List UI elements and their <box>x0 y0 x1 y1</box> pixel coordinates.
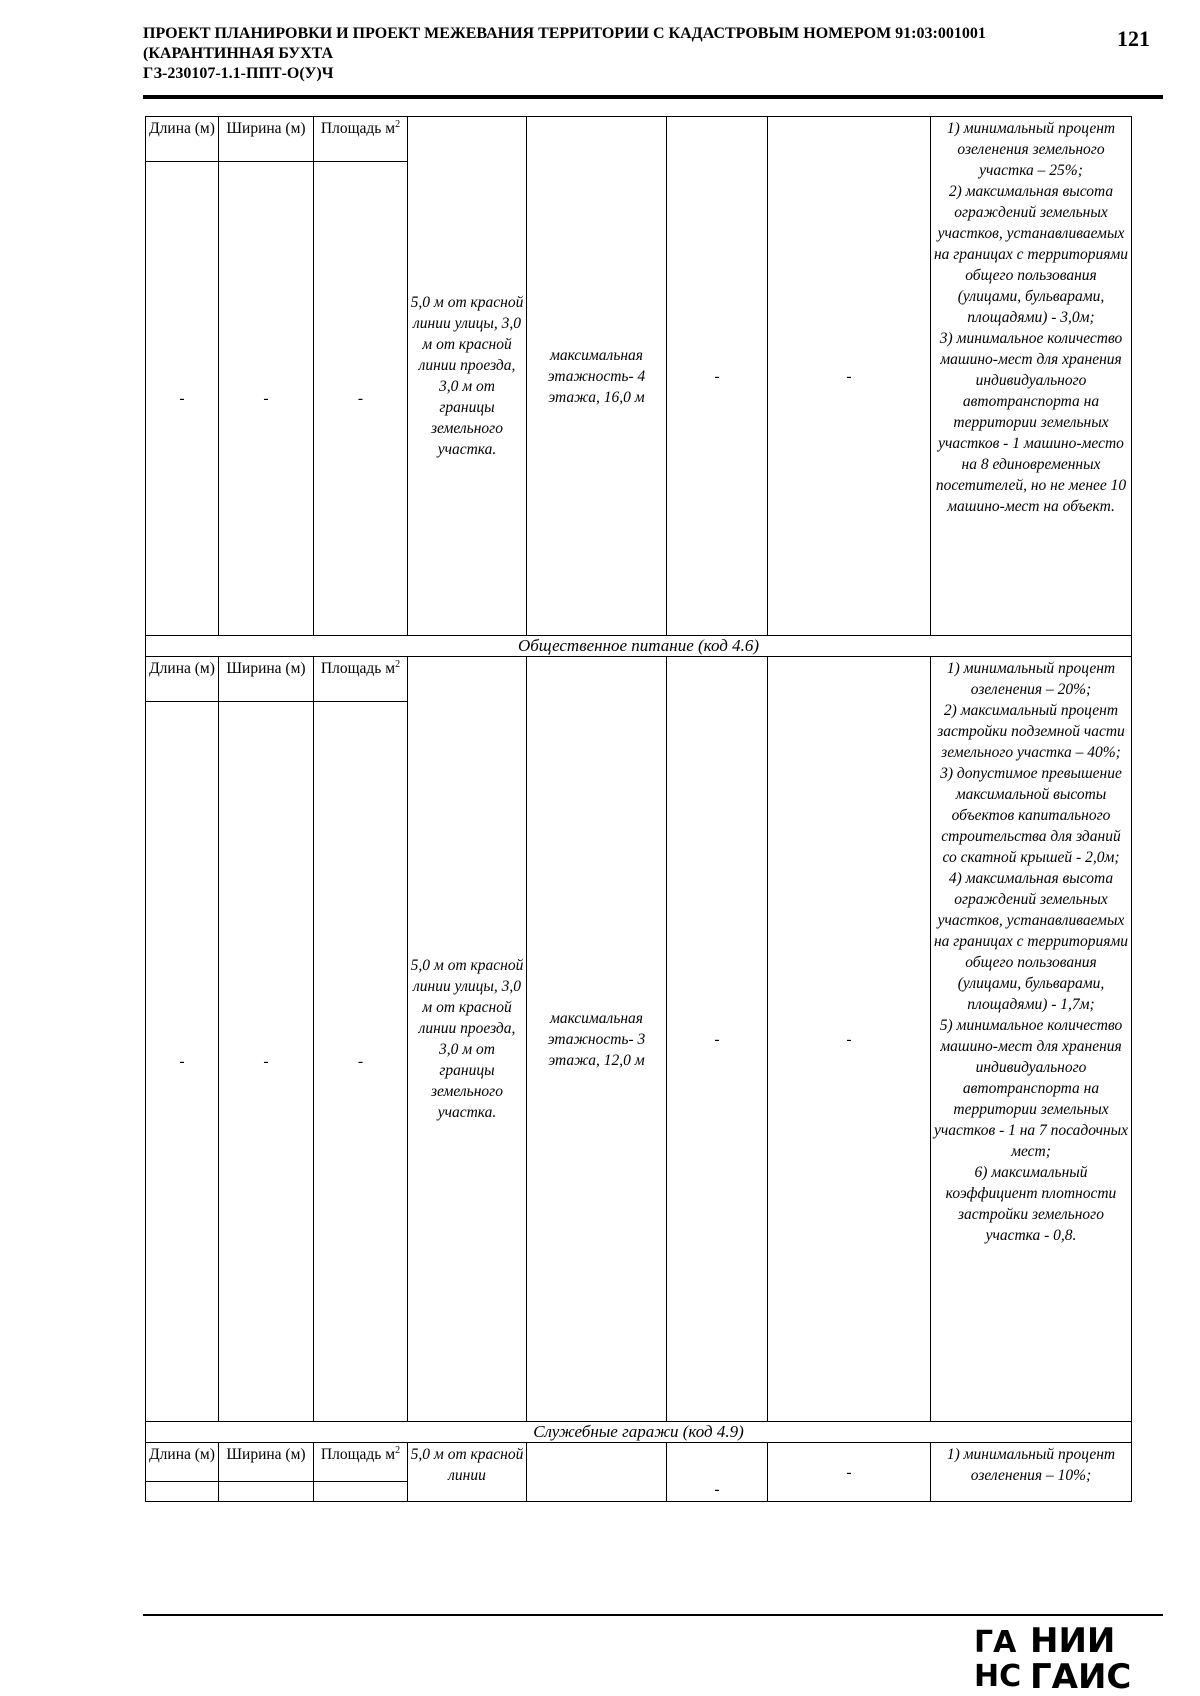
length-column-header: Длина (м) <box>146 117 219 162</box>
block1-req-1: 1) минимальный процент озеленения земельного участка – 25%; <box>946 120 1116 179</box>
block2-req-2: 2) максимальный процент застройки подземной части земельного участка – 40%; <box>937 702 1125 761</box>
area-label: Площадь м <box>320 660 396 677</box>
document-header <box>143 24 1103 84</box>
block3-setback: 5,0 м от красной линии <box>408 1443 527 1502</box>
header-divider <box>143 95 1163 99</box>
width-column-header: Ширина (м) <box>219 117 314 162</box>
area-superscript: 2 <box>395 118 401 130</box>
header-title-line-2: (КАРАНТИННАЯ БУХТА <box>143 45 334 62</box>
area-label: Площадь м <box>320 120 396 137</box>
block3-col7: - <box>768 1443 931 1502</box>
block1-width: - <box>219 162 314 636</box>
logo-text-bottom: ГАИС <box>1030 1657 1132 1692</box>
block3-col6: - <box>667 1443 768 1502</box>
page-number: 121 <box>1117 26 1150 51</box>
block2-col7: - <box>768 657 931 1422</box>
area-column-header <box>314 1443 408 1482</box>
logo-mark-bottom: НС <box>974 1659 1022 1692</box>
block2-header-row <box>146 657 1132 702</box>
block1-area: - <box>314 162 408 636</box>
block2-width: - <box>219 702 314 1422</box>
block1-req-3: 3) минимальное количество машино-мест для хранения индивидуального автотранспорта на территории земельных участков - 1 машино-место на 8 единовременных посетителей, но не менее 10 машино-мест на объект. <box>935 330 1127 515</box>
footer-divider <box>143 1614 1163 1616</box>
block2-req-3: 3) допустимое превышение максимальной высоты объектов капитального строительства для зданий со скатной крышей - 2,0м; <box>940 765 1122 866</box>
area-superscript: 2 <box>395 658 401 670</box>
block2-setback: 5,0 м от красной линии улицы, 3,0 м от красной линии проезда, 3,0 м от границы земельного участка. <box>408 657 527 1422</box>
block2-req-6: 6) максимальный коэффициент плотности застройки земельного участка - 0,8. <box>945 1164 1117 1244</box>
block3-header-row <box>146 1443 1132 1482</box>
block1-height: максимальная этажность- 4 этажа, 16,0 м <box>527 117 667 636</box>
block3-height <box>527 1443 667 1502</box>
header-document-code: ГЗ-230107-1.1-ППТ-О(У)Ч <box>143 65 334 82</box>
block1-header-row <box>146 117 1132 162</box>
block2-area: - <box>314 702 408 1422</box>
nii-gais-logo <box>972 1620 1167 1692</box>
block3-req-1: 1) минимальный процент озеленения – 10%; <box>946 1446 1116 1484</box>
block3-requirements <box>931 1443 1132 1502</box>
area-superscript: 2 <box>395 1444 401 1456</box>
length-column-header: Длина (м) <box>146 1443 219 1482</box>
width-column-header: Ширина (м) <box>219 1443 314 1482</box>
length-column-header: Длина (м) <box>146 657 219 702</box>
block2-req-1: 1) минимальный процент озеленения – 20%; <box>946 660 1116 698</box>
block1-requirements <box>931 117 1132 636</box>
regulations-table <box>145 116 1132 1502</box>
logo-text-top: НИИ <box>1030 1621 1116 1661</box>
block1-req-2: 2) максимальная высота ограждений земельных участков, устанавливаемых на границах с территориями общего пользования (улицами, бульварами, площадями) - 3,0м; <box>933 183 1129 326</box>
area-label: Площадь м <box>320 1446 396 1463</box>
block1-col7: - <box>768 117 931 636</box>
block2-requirements <box>931 657 1132 1422</box>
block1-col6: - <box>667 117 768 636</box>
block3-length <box>146 1482 219 1502</box>
block2-length: - <box>146 702 219 1422</box>
block2-req-5: 5) минимальное количество машино-мест для хранения индивидуального автотранспорта на территории земельных участков - 1 на 7 посадочных мест; <box>933 1017 1129 1160</box>
section2-title-row <box>146 636 1132 657</box>
area-column-header <box>314 657 408 702</box>
block1-length: - <box>146 162 219 636</box>
section3-title-row <box>146 1422 1132 1443</box>
area-column-header <box>314 117 408 162</box>
block3-width <box>219 1482 314 1502</box>
block1-setback: 5,0 м от красной линии улицы, 3,0 м от красной линии проезда, 3,0 м от границы земельного участка. <box>408 117 527 636</box>
block2-req-4: 4) максимальная высота ограждений земельных участков, устанавливаемых на границах с территориями общего пользования (улицами, бульварами, площадями) - 1,7м; <box>933 870 1129 1013</box>
block3-area <box>314 1482 408 1502</box>
section3-title: Служебные гаражи (код 4.9) <box>146 1422 1132 1443</box>
header-title-line-1: ПРОЕКТ ПЛАНИРОВКИ И ПРОЕКТ МЕЖЕВАНИЯ ТЕРРИТОРИИ С КАДАСТРОВЫМ НОМЕРОМ 91:03:001001 <box>143 25 986 42</box>
logo-mark-top: ГА <box>974 1625 1017 1660</box>
block2-col6: - <box>667 657 768 1422</box>
block2-height: максимальная этажность- 3 этажа, 12,0 м <box>527 657 667 1422</box>
section2-title: Общественное питание (код 4.6) <box>146 636 1132 657</box>
width-column-header: Ширина (м) <box>219 657 314 702</box>
